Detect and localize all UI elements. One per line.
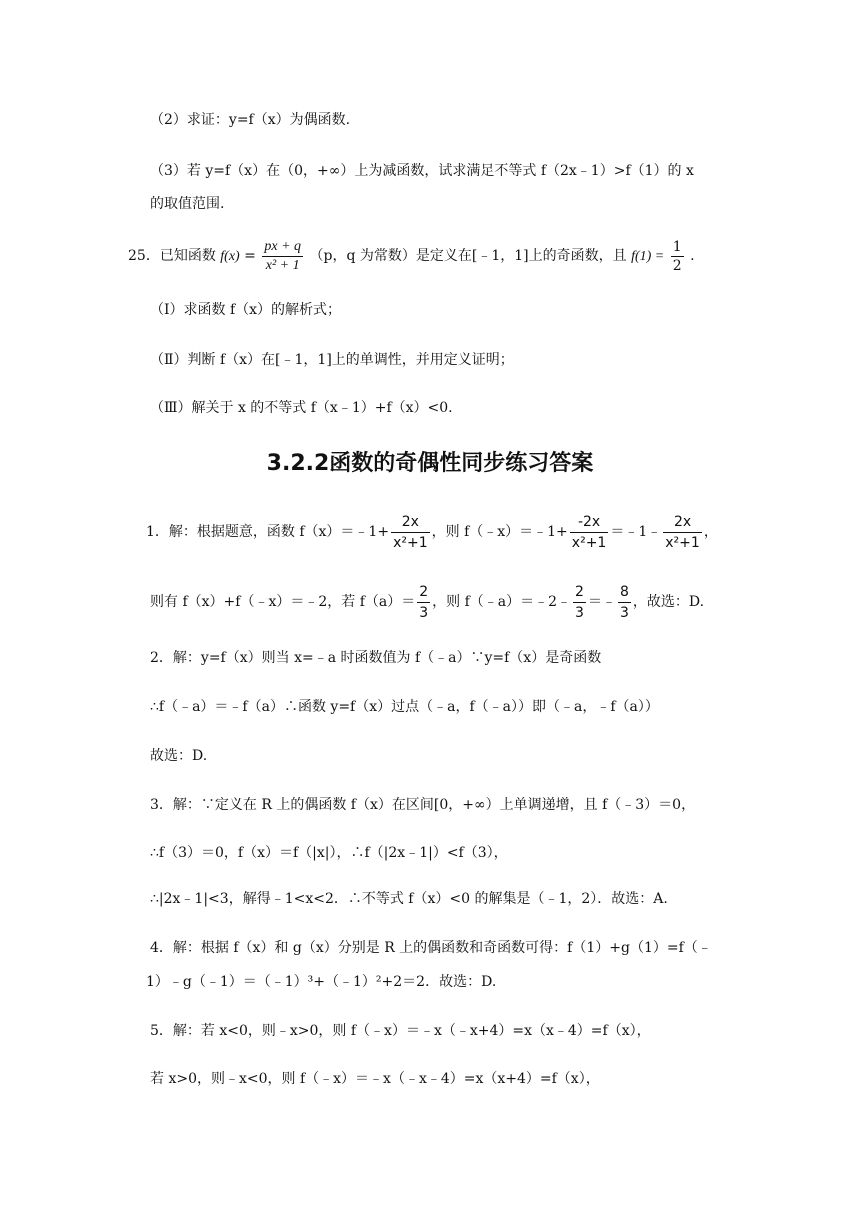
answer-1-fraction-5 [573, 582, 586, 623]
answer-1-fraction-4 [417, 582, 430, 623]
answer-1-line1 [146, 510, 718, 554]
answer-1-text-g: ＝﹣ [587, 594, 616, 610]
answer-1-line2 [150, 580, 704, 624]
q25-half-numerator: 1 [672, 238, 682, 255]
answer-5-line1: 5．解：若 x<0，则﹣x>0，则 f（﹣x）＝﹣x（﹣x+4）=x（x﹣4）=f（x）， [150, 1023, 651, 1039]
answer-1-text-h: ，故选：D. [632, 594, 705, 610]
q25-half-denominator: 2 [672, 257, 682, 274]
answer-1-text-f: ，则 f（﹣a）＝﹣2﹣ [432, 594, 572, 610]
q25-fraction-numerator: px + q [262, 238, 303, 257]
q25-end: . [690, 248, 695, 264]
q24-part3-line2: 的取值范围. [150, 196, 225, 212]
answer-2-line1: 2．解：y=f（x）则当 x=﹣a 时函数值为 f（﹣a）∵y=f（x）是奇函数 [150, 650, 602, 666]
fraction-numerator: -2x [570, 512, 609, 533]
q25-f1: f(1) = [631, 249, 665, 264]
answer-1-fraction-2 [570, 512, 609, 553]
answers-title: 3.2.2函数的奇偶性同步练习答案 [266, 451, 594, 476]
q25-statement [128, 236, 695, 277]
answer-1-fraction-3 [663, 512, 702, 553]
answer-1-text-c: ＝﹣1﹣ [610, 524, 662, 540]
q24-part3-line1: （3）若 y=f（x）在（0，+∞）上为减函数，试求满足不等式 f（2x﹣1）>f（1）的 x [150, 163, 694, 179]
fraction-numerator: 8 [618, 582, 631, 603]
fraction-denominator: 3 [619, 604, 629, 621]
q25-eq: = [244, 248, 256, 264]
answer-1-text-e: 则有 f（x）+f（﹣x）＝﹣2，若 f（a）＝ [150, 594, 416, 610]
answer-3-line1: 3．解：∵定义在 R 上的偶函数 f（x）在区间[0，+∞）上单调递增，且 f（﹣3）＝0， [150, 797, 696, 813]
answer-3-line2: ∴f（3）＝0，f（x）＝f（|x|），∴f（|2x﹣1|）<f（3）， [150, 845, 508, 861]
q25-prefix: 25．已知函数 [128, 248, 216, 264]
q25-part2: （Ⅱ）判断 f（x）在[﹣1，1]上的单调性，并用定义证明； [150, 352, 514, 368]
fraction-numerator: 2x [391, 512, 430, 533]
answer-1-text-d: ， [703, 524, 718, 540]
fraction-denominator: 3 [419, 604, 429, 621]
answer-2-line3: 故选：D. [150, 748, 208, 764]
answer-4-line1: 4．解：根据 f（x）和 g（x）分别是 R 上的偶函数和奇函数可得：f（1）+g（1）=f（﹣ [150, 940, 712, 956]
fraction-numerator: 2x [663, 512, 702, 533]
fraction-denominator: 3 [575, 604, 584, 621]
fraction-numerator: 2 [573, 582, 586, 603]
answer-1-text-a: 1．解：根据题意，函数 f（x）＝﹣1+ [146, 524, 390, 540]
fraction-numerator: 2 [417, 582, 430, 603]
answer-5-line2: 若 x>0，则﹣x<0，则 f（﹣x）＝﹣x（﹣x﹣4）=x（x+4）=f（x）， [150, 1071, 600, 1087]
answer-1-fraction-6 [618, 582, 631, 623]
q25-part1: （Ⅰ）求函数 f（x）的解析式； [150, 302, 342, 318]
q25-half [671, 238, 684, 275]
fraction-denominator: x²+1 [393, 534, 428, 551]
answer-3-line3: ∴|2x﹣1|<3，解得﹣1<x<2．∴不等式 f（x）<0 的解集是（﹣1，2）．故选：A. [150, 891, 668, 907]
answer-2-line2: ∴f（﹣a）＝﹣f（a）∴函数 y=f（x）过点（﹣a，f（﹣a））即（﹣a，﹣f（a）） [150, 699, 659, 715]
fraction-denominator: x²+1 [571, 534, 607, 551]
q25-fraction-denominator: x² + 1 [265, 257, 300, 273]
q25-part3: （Ⅲ）解关于 x 的不等式 f（x﹣1）+f（x）<0. [150, 400, 453, 416]
q24-part2: （2）求证：y=f（x）为偶函数. [150, 112, 351, 128]
answer-1-fraction-1 [391, 512, 430, 553]
q25-condition: （p，q 为常数）是定义在[﹣1，1]上的奇函数，且 [309, 248, 627, 264]
answer-1-text-b: ，则 f（﹣x）＝﹣1+ [431, 524, 568, 540]
fraction-denominator: x²+1 [665, 534, 700, 551]
q25-fraction [262, 238, 303, 275]
q25-fx: f(x) [220, 249, 240, 264]
answer-4-line2: 1）﹣g（﹣1）＝（﹣1）³+（﹣1）²+2＝2．故选：D. [146, 974, 497, 990]
